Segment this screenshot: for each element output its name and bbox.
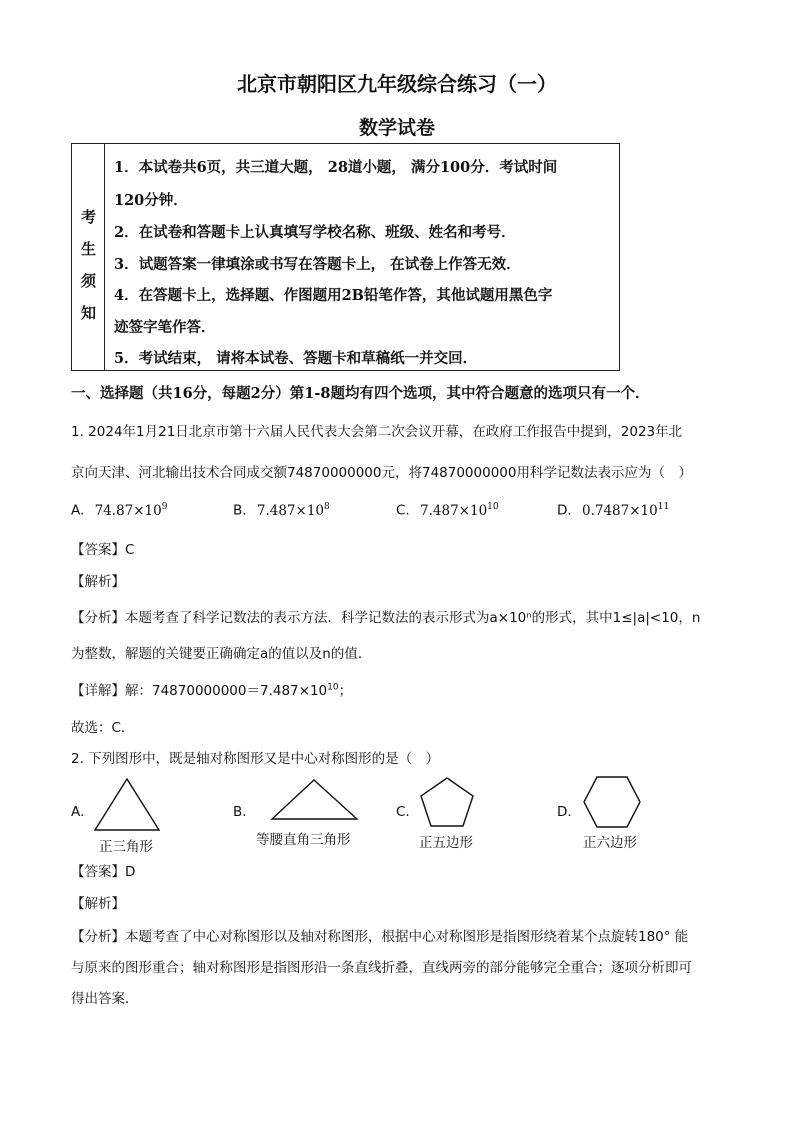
q2-option-d-caption: 正六边形 <box>583 835 637 851</box>
notice-line: 迹签字笔作答． <box>114 319 216 336</box>
notice-line: 1．本试卷共6页，共三道大题， 28道小题， 满分100分．考试时间 <box>114 159 558 176</box>
section-heading: 一、选择题（共16分，每题2分）第1-8题均有四个选项，其中符合题意的选项只有一个． <box>71 385 650 402</box>
q1-analysis-label: 【解析】 <box>71 574 125 590</box>
isosceles-right-triangle-icon <box>270 777 360 823</box>
option-value: 7.487×10 <box>256 502 324 519</box>
detail-text: 【详解】解：74870000000＝7.487×10 <box>71 683 328 699</box>
option-value: 74.87×10 <box>94 502 162 519</box>
q2-analysis-line1: 【分析】本题考查了中心对称图形以及轴对称图形，根据中心对称图形是指图形绕着某个点旋转180° 能 <box>71 929 689 945</box>
q1-choice: 故选：C． <box>71 720 135 736</box>
option-letter: D. <box>557 502 572 519</box>
q2-option-d-letter: D. <box>557 804 572 820</box>
q2-option-a-letter: A. <box>71 804 85 820</box>
hexagon-icon <box>582 775 642 829</box>
q1-option-b <box>233 502 330 519</box>
option-letter: B. <box>233 502 247 519</box>
option-exponent: 8 <box>324 502 330 512</box>
notice-label-column <box>72 144 105 370</box>
notice-line: 3．试题答案一律填涂或书写在答题卡上， 在试卷上作答无效． <box>114 256 521 273</box>
q2-option-c-letter: C. <box>396 804 410 820</box>
option-value: 7.487×10 <box>420 502 488 519</box>
q1-option-c <box>396 502 499 519</box>
q2-answer: 【答案】D <box>71 864 136 880</box>
option-exponent: 10 <box>487 502 499 512</box>
option-value: 0.7487×10 <box>581 502 658 519</box>
notice-line: 2．在试卷和答题卡上认真填写学校名称、班级、姓名和考号． <box>114 224 516 241</box>
q1-analysis-line1: 【分析】本题考查了科学记数法的表示方法．科学记数法的表示形式为a×10ⁿ的形式，其中1≤|a|<10，n <box>71 610 701 626</box>
q1-analysis-line2: 为整数，解题的关键要正确确定a的值以及n的值． <box>71 646 372 662</box>
notice-label-char: 须 <box>80 272 96 290</box>
option-letter: C. <box>396 502 410 519</box>
notice-label-char: 知 <box>80 304 96 322</box>
q1-stem-line2: 京向天津、河北输出技术合同成交额74870000000元，将74870000000用科学记数法表示应为（ ） <box>71 465 692 481</box>
q2-analysis-line2: 与原来的图形重合；轴对称图形是指图形沿一条直线折叠，直线两旁的部分能够完全重合；逐项分析即可 <box>71 960 692 976</box>
q2-option-b-caption: 等腰直角三角形 <box>256 832 351 848</box>
q1-answer: 【答案】C <box>71 542 135 558</box>
q1-detail <box>71 679 352 699</box>
detail-exponent: 10 <box>327 682 339 693</box>
notice-line: 5．考试结束， 请将本试卷、答题卡和草稿纸一并交回． <box>114 350 478 367</box>
option-letter: A. <box>71 502 85 519</box>
notice-label-char: 考 <box>80 208 96 226</box>
q2-stem: 2. 下列图形中，既是轴对称图形又是中心对称图形的是（ ） <box>71 751 440 767</box>
exam-notice-box <box>71 143 620 371</box>
page-title: 北京市朝阳区九年级综合练习（一） <box>237 72 557 96</box>
option-exponent: 9 <box>161 502 168 512</box>
q2-analysis-label: 【解析】 <box>71 896 125 912</box>
detail-suffix: ； <box>338 683 353 699</box>
notice-line: 4．在答题卡上，选择题、作图题用2B铅笔作答，其他试题用黑色字 <box>114 287 553 304</box>
notice-label-char: 生 <box>80 240 96 258</box>
equilateral-triangle-icon <box>93 776 161 832</box>
q2-option-c-caption: 正五边形 <box>419 835 473 851</box>
q2-analysis-line3: 得出答案． <box>71 991 139 1007</box>
q1-stem-line1: 1. 2024年1月21日北京市第十六届人民代表大会第二次会议开幕，在政府工作报告中提到，2023年北 <box>71 424 683 440</box>
q1-option-d <box>557 502 669 519</box>
q1-option-a <box>71 502 167 519</box>
page-subtitle: 数学试卷 <box>358 117 435 139</box>
q2-option-a-caption: 正三角形 <box>99 839 153 855</box>
option-exponent: 11 <box>657 502 670 512</box>
notice-line: 120分钟． <box>114 192 188 209</box>
q2-option-b-letter: B. <box>233 804 247 820</box>
pentagon-icon <box>419 776 475 828</box>
